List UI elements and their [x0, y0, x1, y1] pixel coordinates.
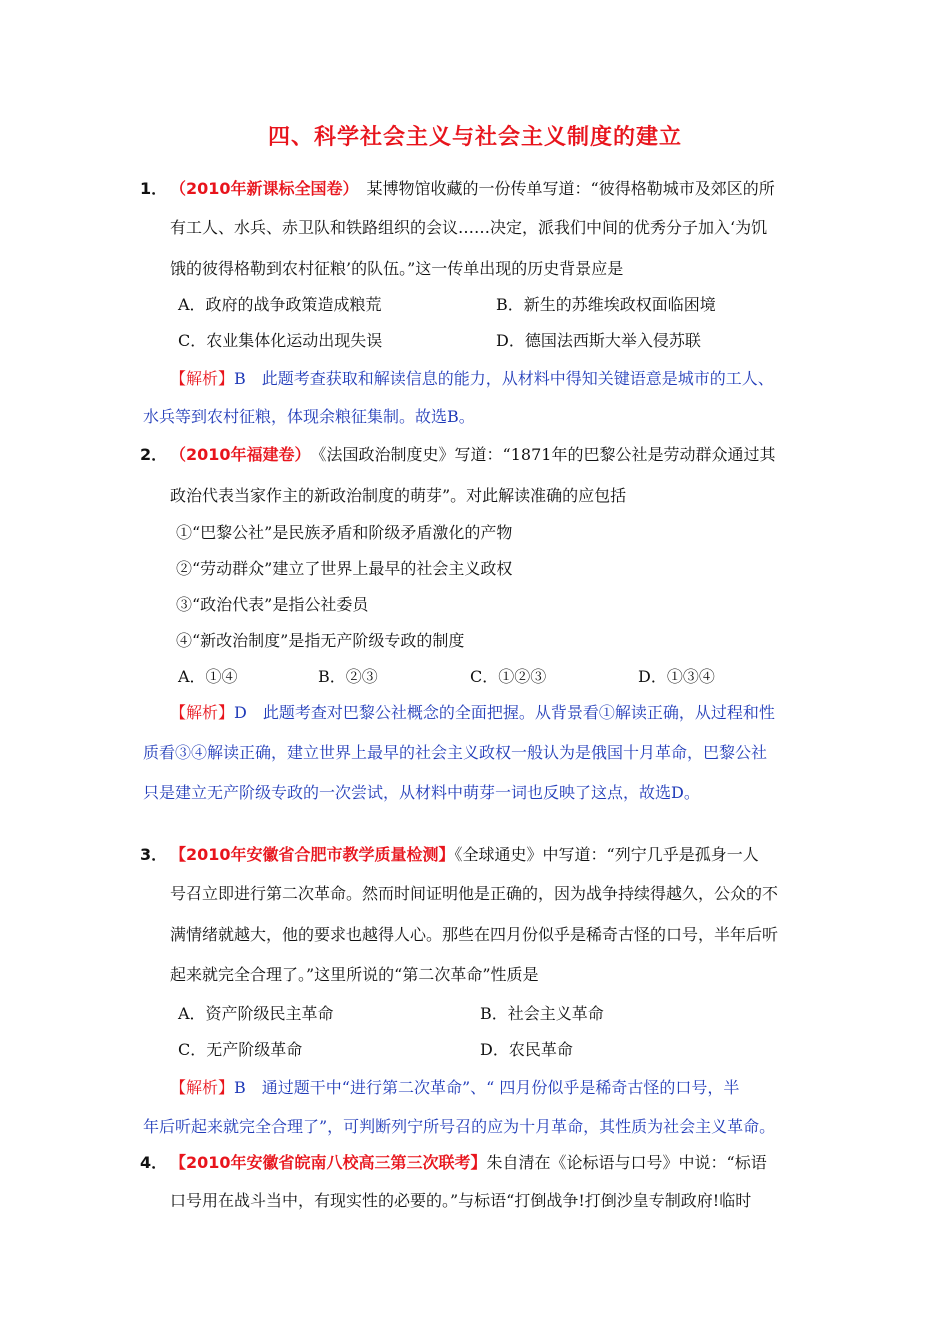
question-1-option-c: C．农业集体化运动出现失误 [178, 331, 383, 350]
question-3-number: 3． [140, 845, 168, 864]
question-1-option-b: B．新生的苏维埃政权面临困境 [496, 295, 716, 314]
question-3-option-b: B．社会主义革命 [480, 1004, 604, 1023]
question-1-text-3: 饿的彼得格勒到农村征粮’的队伍。”这一传单出现的历史背景应是 [170, 259, 624, 278]
question-1-text-2: 有工人、水兵、赤卫队和铁路组织的会议……决定，派我们中间的优秀分子加入‘为饥 [170, 218, 768, 237]
question-3-text-4: 起来就完全合理了。”这里所说的“第二次革命”性质是 [170, 965, 539, 984]
question-3-option-c: C．无产阶级革命 [178, 1040, 303, 1059]
question-2-analysis-2: 质看③④解读正确，建立世界上最早的社会主义政权一般认为是俄国十月革命，巴黎公社 [143, 743, 768, 762]
question-2-line-1 [170, 444, 775, 466]
analysis-tag: 【解析】 [170, 369, 235, 388]
question-4-line-1 [170, 1152, 767, 1174]
analysis-tag: 【解析】 [170, 1078, 235, 1097]
question-2-analysis-3: 只是建立无产阶级专政的一次尝试，从材料中萌芽一词也反映了这点，故选D。 [143, 783, 700, 802]
question-3-analysis-2: 年后听起来就完全合理了”，可判断列宁所号召的应为十月革命，其性质为社会主义革命。 [143, 1117, 776, 1136]
question-2-option-d: D．①③④ [638, 667, 715, 686]
question-1-analysis-2: 水兵等到农村征粮，体现余粮征集制。故选B。 [143, 407, 475, 426]
question-1-text-1: 某博物馆收藏的一份传单写道：“彼得格勒城市及郊区的所 [350, 179, 775, 198]
question-4-text-2: 口号用在战斗当中，有现实性的必要的。”与标语“打倒战争!打倒沙皇专制政府!临时 [170, 1191, 752, 1210]
question-2-statement-4: ④“新改治制度”是指无产阶级专政的制度 [176, 631, 465, 650]
question-3-text-3: 满情绪就越大，他的要求也越得人心。那些在四月份似乎是稀奇古怪的口号，半年后听 [170, 925, 779, 944]
question-2-option-b: B．②③ [318, 667, 378, 686]
analysis-text: D 此题考查对巴黎公社概念的全面把握。从背景看①解读正确，从过程和性 [234, 703, 775, 722]
question-1-source: （2010年新课标全国卷） [170, 179, 351, 198]
question-2-number: 2． [140, 445, 168, 464]
analysis-tag: 【解析】 [170, 703, 235, 722]
page-title: 四、科学社会主义与社会主义制度的建立 [267, 125, 682, 150]
question-3-line-1 [170, 844, 759, 866]
question-2-option-a: A．①④ [178, 667, 238, 686]
question-3-source: 【2010年安徽省合肥市教学质量检测】 [170, 845, 455, 864]
question-3-option-a: A．资产阶级民主革命 [178, 1004, 334, 1023]
question-3-text-1: 《全球通史》中写道：“列宁几乎是孤身一人 [454, 845, 759, 864]
question-3-option-d: D．农民革命 [480, 1040, 573, 1059]
analysis-text: B 通过题干中“进行第二次革命”、“ 四月份似乎是稀奇古怪的口号，半 [234, 1078, 740, 1097]
question-2-statement-1: ①“巴黎公社”是民族矛盾和阶级矛盾激化的产物 [176, 523, 513, 542]
question-3-analysis-1 [170, 1077, 739, 1099]
question-3-text-2: 号召立即进行第二次革命。然而时间证明他是正确的，因为战争持续得越久，公众的不 [170, 884, 779, 903]
question-1-option-d: D．德国法西斯大举入侵苏联 [496, 331, 701, 350]
question-2-analysis-1 [170, 702, 775, 724]
question-2-source: （2010年福建卷） [170, 445, 303, 464]
question-1-number: 1． [140, 179, 168, 198]
question-4-text-1: 朱自清在《论标语与口号》中说：“标语 [486, 1153, 767, 1172]
question-4-source: 【2010年安徽省皖南八校高三第三次联考】 [170, 1153, 487, 1172]
question-1-line-1 [170, 178, 775, 200]
question-2-text-2: 政治代表当家作主的新政治制度的萌芽”。对此解读准确的应包括 [170, 486, 627, 505]
question-2-option-c: C．①②③ [470, 667, 547, 686]
question-2-statement-3: ③“政治代表”是指公社委员 [176, 595, 369, 614]
question-4-number: 4． [140, 1153, 168, 1172]
question-1-analysis-1 [170, 368, 774, 390]
question-2-text-1: 《法国政治制度史》写道：“1871年的巴黎公社是劳动群众通过其 [302, 445, 776, 464]
analysis-text: B 此题考查获取和解读信息的能力，从材料中得知关键语意是城市的工人、 [234, 369, 774, 388]
question-1-option-a: A．政府的战争政策造成粮荒 [178, 295, 382, 314]
question-2-statement-2: ②“劳动群众”建立了世界上最早的社会主义政权 [176, 559, 513, 578]
